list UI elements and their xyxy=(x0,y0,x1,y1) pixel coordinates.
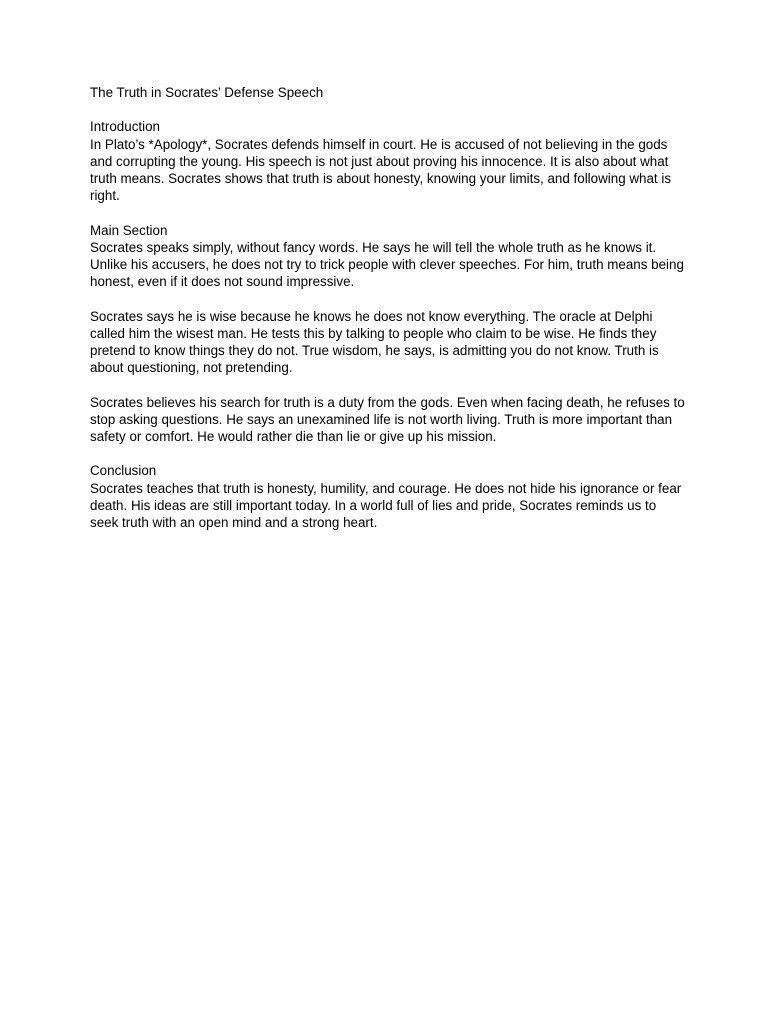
spacer xyxy=(90,290,688,307)
spacer xyxy=(90,445,688,462)
spacer xyxy=(90,376,688,393)
paragraph-main-1: Socrates speaks simply, without fancy words. He says he will tell the whole truth as he knows it. Unlike his accusers, he does not try to trick people with clever speeches. For him, truth means being honest, even if it does not sound impressive. xyxy=(90,239,684,290)
document-title: The Truth in Socrates’ Defense Speech xyxy=(90,85,324,100)
paragraph-main-3: Socrates believes his search for truth is a duty from the gods. Even when facing death, he refuses to stop asking questions. He says an unexamined life is not worth living. Truth is more important than safety or comfort. He would rather die than lie or give up his mission. xyxy=(90,394,685,444)
paragraph-introduction: In Plato’s *Apology*, Socrates defends himself in court. He is accused of not believing in the gods and corrupting the young. His speech is not just about proving his innocence. It is also about what truth means. Socrates shows that truth is about honesty, knowing your limits, and following what is right. xyxy=(90,136,672,204)
section-heading-introduction: Introduction xyxy=(90,119,160,135)
paragraph-main-2: Socrates says he is wise because he knows he does not know everything. The oracle at Delphi called him the wisest man. He tests this by talking to people who claim to be wise. He finds they pretend to know things they do not. True wisdom, he says, is admitting you do not know. Truth is about questioning, not pretending. xyxy=(90,308,659,376)
spacer xyxy=(90,204,688,221)
paragraph-conclusion: Socrates teaches that truth is honesty, humility, and courage. He does not hide his ignorance or fear death. His ideas are still important today. In a world full of lies and pride, Socrates reminds us to seek truth with an open mind and a strong heart. xyxy=(90,480,682,530)
section-heading-conclusion: Conclusion xyxy=(90,463,157,479)
spacer xyxy=(90,101,688,118)
section-heading-main: Main Section xyxy=(90,222,168,238)
